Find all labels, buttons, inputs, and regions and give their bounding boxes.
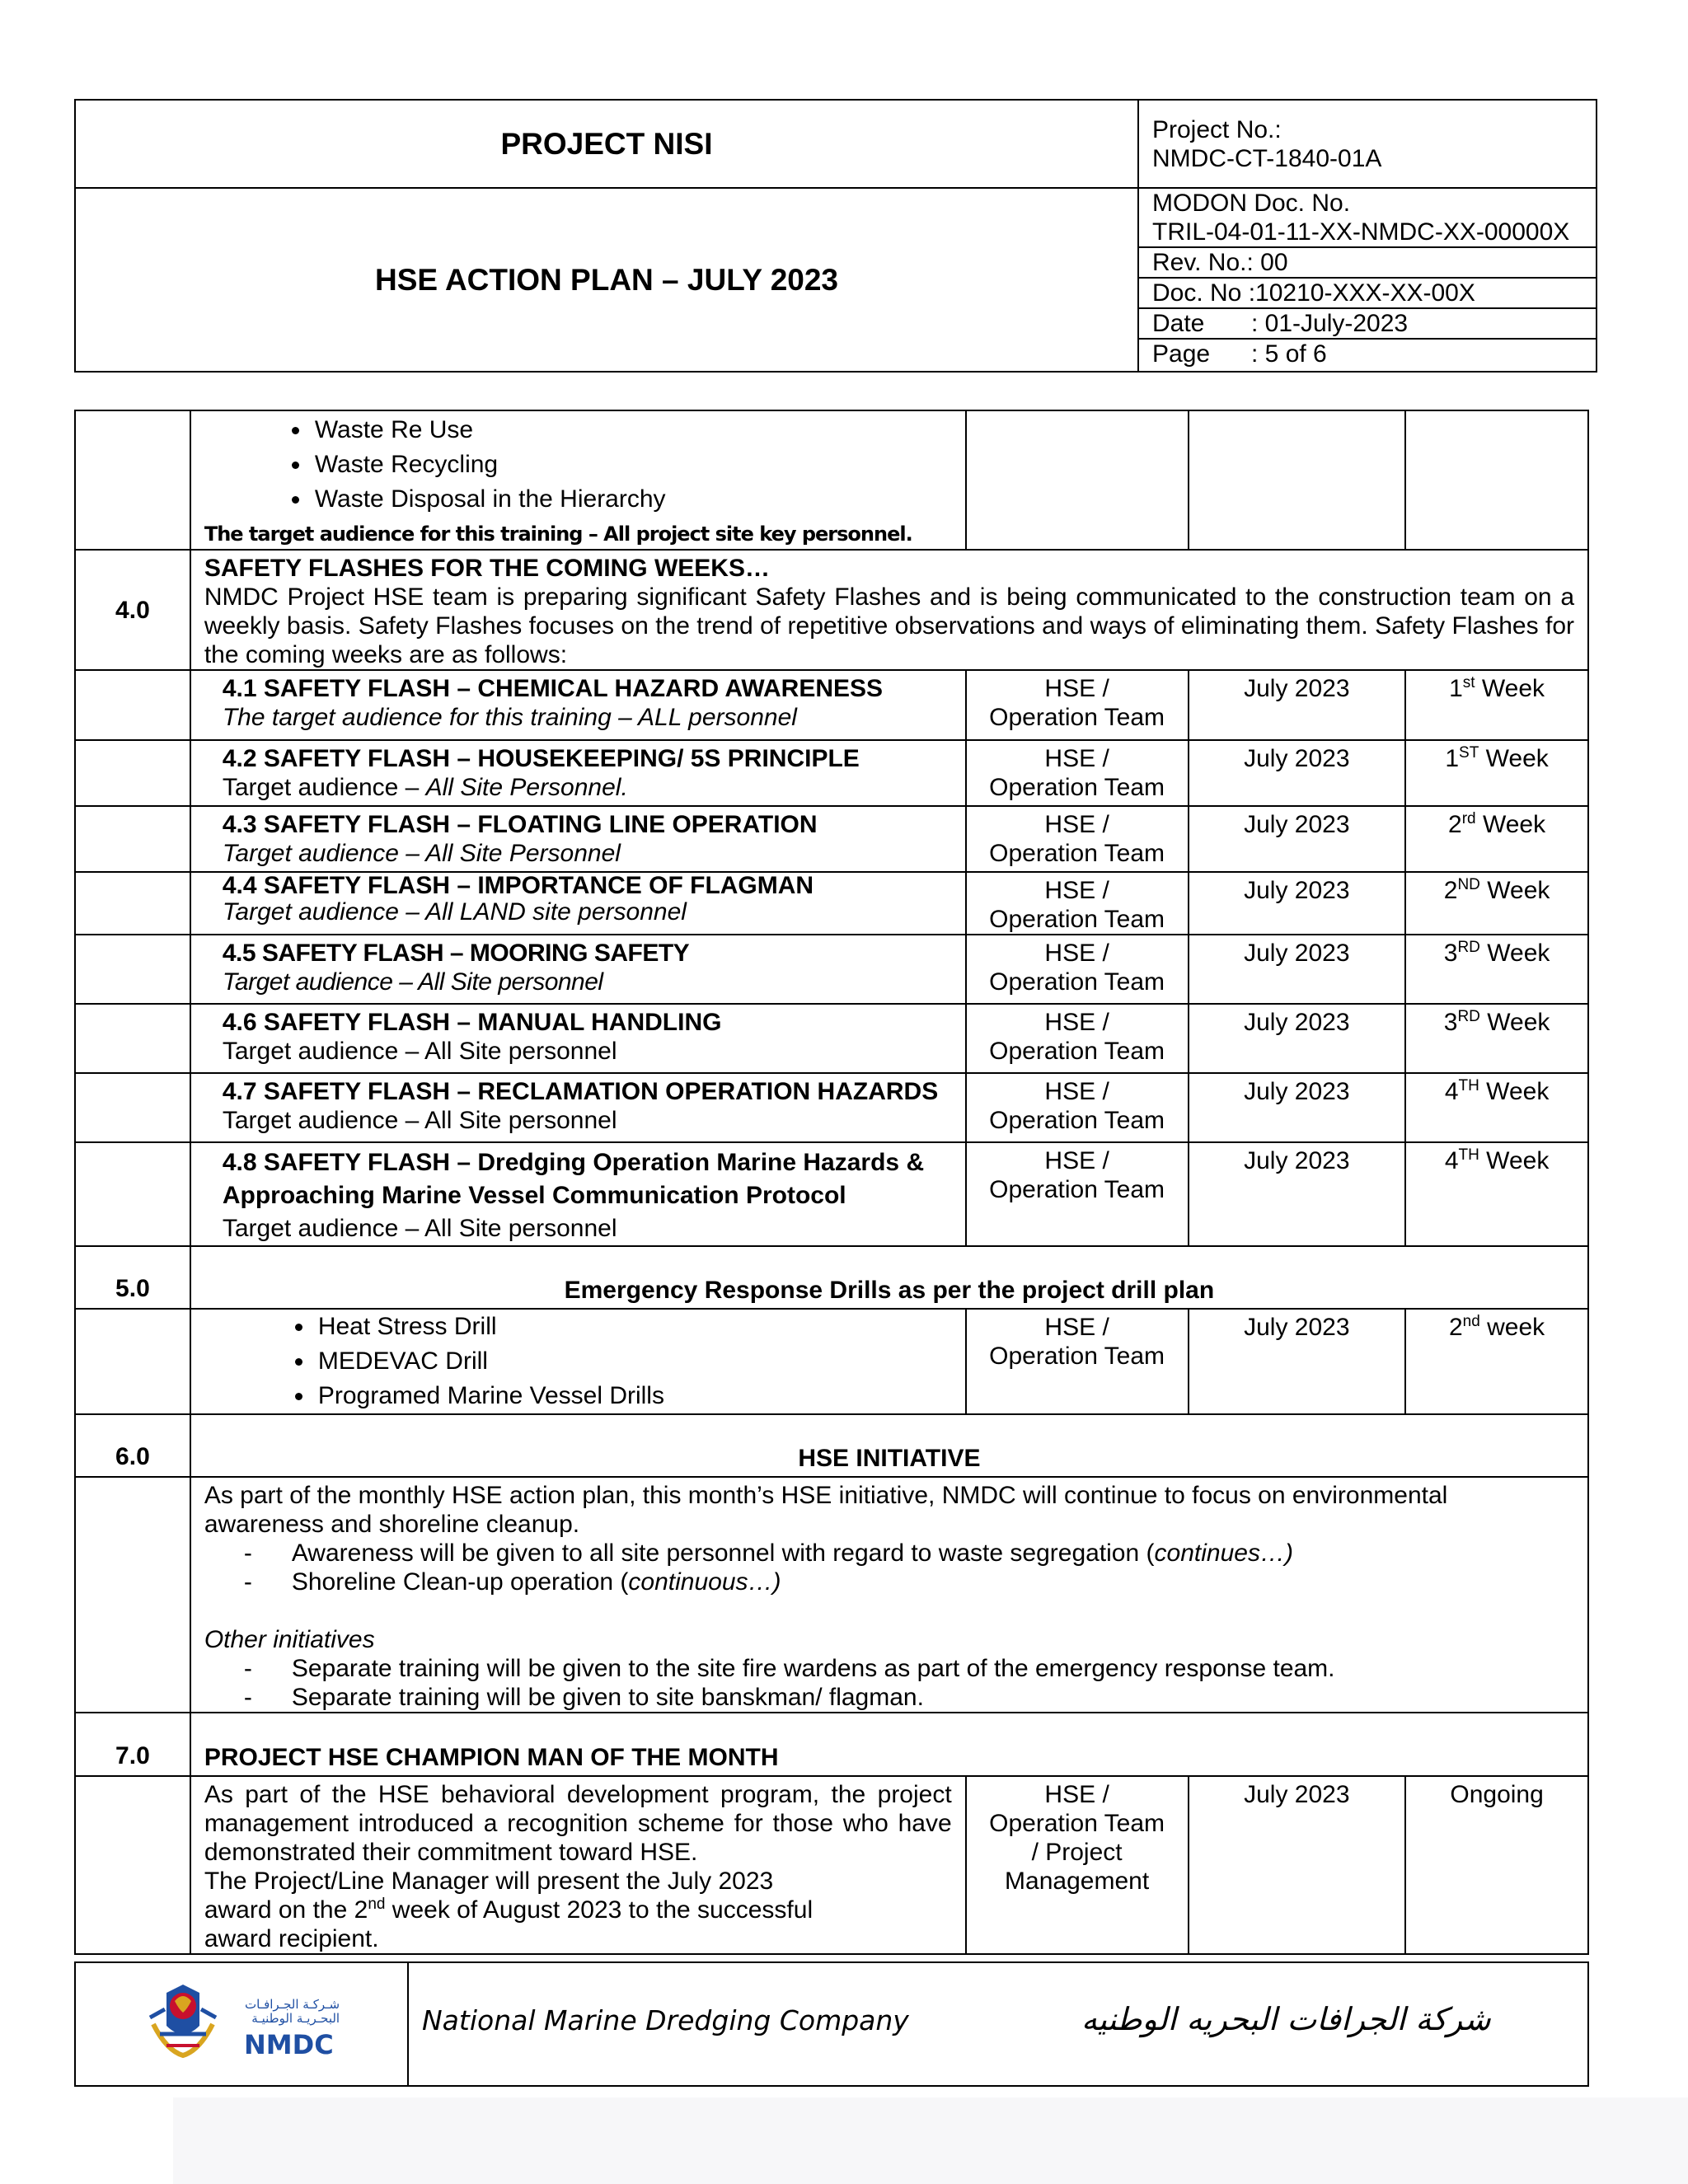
rev-no: Rev. No.: 00 xyxy=(1138,247,1597,278)
list-item: • MEDEVAC Drill xyxy=(315,1344,965,1379)
responsible: HSE / xyxy=(1044,1009,1109,1036)
responsible: Operation Team xyxy=(989,968,1165,996)
table-row xyxy=(75,1309,1588,1414)
initiative-list xyxy=(204,1539,1574,1596)
list-item: • Heat Stress Drill xyxy=(315,1310,965,1344)
flash-audience: Target audience – All Site Personnel. xyxy=(222,774,628,801)
section-intro: NMDC Project HSE team is preparing significant Safety Flashes and is being communicated to the construction team on a weekly basis. Safety Flashes focuses on the trend of repetitive observations and ways of eliminating them. Safety Flashes for the coming weeks are as follows: xyxy=(204,583,1574,668)
week: 3RD Week xyxy=(1405,935,1588,1004)
section-title: Emergency Response Drills as per the project drill plan xyxy=(190,1246,1588,1309)
month: July 2023 xyxy=(1189,1142,1406,1246)
modon-doc-label: MODON Doc. No. xyxy=(1152,190,1351,217)
champion-p4: award recipient. xyxy=(204,1925,379,1952)
logo-text: NMDC xyxy=(244,2029,334,2060)
list-item: • Waste Re Use xyxy=(312,413,952,448)
month: July 2023 xyxy=(1189,1004,1406,1073)
responsible: Operation Team xyxy=(989,1343,1165,1370)
table-row xyxy=(75,1246,1588,1309)
waste-audience: The target audience for this training – All project site key personnel. xyxy=(204,523,912,546)
flash-title: 4.8 SAFETY FLASH – Dredging Operation Marine Hazards & xyxy=(222,1149,925,1176)
project-no-cell xyxy=(1138,100,1597,188)
responsible: Operation Team xyxy=(989,1810,1165,1837)
section-number: 5.0 xyxy=(75,1246,190,1309)
table-row xyxy=(75,1414,1588,1477)
week: 1ST Week xyxy=(1405,740,1588,806)
flash-title: 4.5 SAFETY FLASH – MOORING SAFETY xyxy=(222,940,690,967)
flash-title: 4.4 SAFETY FLASH – IMPORTANCE OF FLAGMAN xyxy=(222,872,814,899)
list-item: - Shoreline Clean-up operation (continuous…) xyxy=(292,1568,1574,1596)
champion-p3: award on the 2nd week of August 2023 to the successful xyxy=(204,1896,814,1924)
champion-p1: As part of the HSE behavioral development program, the project management introduced a recognition scheme for those who have demonstrated their commitment toward HSE. xyxy=(204,1781,952,1866)
flash-title: 4.7 SAFETY FLASH – RECLAMATION OPERATION HAZARDS xyxy=(222,1078,939,1105)
modon-doc-cell xyxy=(1138,188,1597,247)
footer xyxy=(74,1961,1589,2087)
month: July 2023 xyxy=(1189,806,1406,872)
modon-doc-value: TRIL-04-01-11-XX-NMDC-XX-00000X xyxy=(1152,218,1570,246)
month: July 2023 xyxy=(1189,1776,1406,1954)
waste-training-cell xyxy=(190,410,966,550)
responsible: HSE / xyxy=(1044,1147,1109,1174)
list-item: - Separate training will be given to site banskman/ flagman. xyxy=(292,1683,1574,1712)
project-no-label: Project No.: xyxy=(1152,116,1282,143)
champion-cell xyxy=(190,1776,966,1954)
section-number: 7.0 xyxy=(75,1713,190,1776)
logo-arabic-line: شـركـة الجـرافـات xyxy=(245,1997,340,2012)
flash-audience: Target audience – All LAND site personnel xyxy=(222,898,687,926)
list-item: - Awareness will be given to all site personnel with regard to waste segregation (continues…) xyxy=(292,1539,1574,1568)
week: 3RD Week xyxy=(1405,1004,1588,1073)
flash-title: Approaching Marine Vessel Communication Protocol xyxy=(222,1182,846,1209)
week: 2rd Week xyxy=(1405,806,1588,872)
logo-cell xyxy=(76,1963,409,2085)
week: 4TH Week xyxy=(1405,1073,1588,1142)
responsible: HSE / xyxy=(1044,745,1109,772)
logo-arabic-line: البحـريـة الوطنيـة xyxy=(251,2011,340,2026)
week: 1st Week xyxy=(1405,670,1588,740)
section-title: SAFETY FLASHES FOR THE COMING WEEKS… xyxy=(204,555,770,582)
document-header xyxy=(74,99,1597,373)
responsible: Management xyxy=(1005,1868,1150,1895)
company-name-arabic: شركة الجرافات البحريه الوطنيه xyxy=(1081,2001,1491,2037)
date-value: : 01-July-2023 xyxy=(1251,310,1409,337)
flash-audience: Target audience – All Site personnel xyxy=(222,1038,617,1065)
month: July 2023 xyxy=(1189,670,1406,740)
list-item: - Separate training will be given to the site fire wardens as part of the emergency response team. xyxy=(292,1654,1574,1683)
flash-audience: Target audience – All Site Personnel xyxy=(222,840,621,867)
other-initiatives-list xyxy=(204,1654,1574,1712)
week: 4TH Week xyxy=(1405,1142,1588,1246)
date-cell xyxy=(1138,308,1597,339)
responsible: HSE / xyxy=(1044,1078,1109,1105)
responsible: HSE / xyxy=(1044,940,1109,967)
table-row xyxy=(75,1713,1588,1776)
page-bottom-shade xyxy=(173,2097,1688,2184)
champion-p2: The Project/Line Manager will present the July 2023 xyxy=(204,1868,774,1895)
responsible: Operation Team xyxy=(989,906,1165,933)
responsible: HSE / xyxy=(1044,877,1109,904)
month: July 2023 xyxy=(1189,1073,1406,1142)
table-row xyxy=(75,550,1588,670)
flash-title: 4.1 SAFETY FLASH – CHEMICAL HAZARD AWARENESS xyxy=(222,675,884,702)
month: July 2023 xyxy=(1189,740,1406,806)
section-number: 4.0 xyxy=(75,550,190,670)
table-row xyxy=(75,1477,1588,1713)
section-title: HSE INITIATIVE xyxy=(190,1414,1588,1477)
other-initiatives-label: Other initiatives xyxy=(204,1626,375,1653)
doc-no: Doc. No :10210-XXX-XX-00X xyxy=(1138,278,1597,308)
flash-title: 4.6 SAFETY FLASH – MANUAL HANDLING xyxy=(222,1009,722,1036)
responsible: Operation Team xyxy=(989,1038,1165,1065)
page-cell xyxy=(1138,339,1597,372)
responsible: HSE / xyxy=(1044,1314,1109,1341)
table-row xyxy=(75,872,1588,935)
project-no-value: NMDC-CT-1840-01A xyxy=(1152,145,1382,172)
flash-audience: The target audience for this training – ALL personnel xyxy=(222,704,797,731)
flash-title: 4.3 SAFETY FLASH – FLOATING LINE OPERATION xyxy=(222,811,818,838)
responsible: HSE / xyxy=(1044,811,1109,838)
section-number: 6.0 xyxy=(75,1414,190,1477)
responsible: Operation Team xyxy=(989,704,1165,731)
date-label: Date xyxy=(1152,310,1205,337)
responsible: Operation Team xyxy=(989,1176,1165,1203)
responsible: HSE / xyxy=(1044,675,1109,702)
responsible: Operation Team xyxy=(989,840,1165,867)
table-row xyxy=(75,1776,1588,1954)
doc-title: HSE ACTION PLAN – JULY 2023 xyxy=(75,188,1138,372)
responsible: HSE / xyxy=(1044,1781,1109,1808)
list-item: • Programed Marine Vessel Drills xyxy=(315,1379,965,1413)
table-row xyxy=(75,670,1588,740)
section4-intro-cell xyxy=(190,550,1588,670)
flash-audience: Target audience – All Site personnel xyxy=(222,1107,617,1134)
table-row xyxy=(75,410,1588,550)
table-row xyxy=(75,1004,1588,1073)
list-item: • Waste Recycling xyxy=(312,448,952,482)
month: July 2023 xyxy=(1189,872,1406,935)
drill-list xyxy=(191,1310,965,1413)
section-title: PROJECT HSE CHAMPION MAN OF THE MONTH xyxy=(190,1713,1588,1776)
action-plan-table xyxy=(74,410,1589,1955)
waste-list xyxy=(204,413,952,517)
flash-title: 4.2 SAFETY FLASH – HOUSEKEEPING/ 5S PRINCIPLE xyxy=(222,745,860,772)
project-title: PROJECT NISI xyxy=(75,100,1138,188)
responsible: Operation Team xyxy=(989,774,1165,801)
status: Ongoing xyxy=(1405,1776,1588,1954)
page-value: : 5 of 6 xyxy=(1251,340,1327,368)
table-row xyxy=(75,935,1588,1004)
responsible: Operation Team xyxy=(989,1107,1165,1134)
flash-audience: Target audience – All Site personnel xyxy=(222,1215,617,1242)
month: July 2023 xyxy=(1189,935,1406,1004)
flash-audience: Target audience – All Site personnel xyxy=(222,968,603,996)
page-label: Page xyxy=(1152,340,1211,368)
table-row xyxy=(75,1073,1588,1142)
responsible: / Project xyxy=(1031,1839,1123,1866)
hse-initiative-cell xyxy=(190,1477,1588,1713)
company-name-english: National Marine Dredging Company xyxy=(422,2004,909,2036)
table-row xyxy=(75,740,1588,806)
month: July 2023 xyxy=(1189,1309,1406,1414)
week: 2ND Week xyxy=(1405,872,1588,935)
table-row xyxy=(75,806,1588,872)
table-row xyxy=(75,1142,1588,1246)
list-item: • Waste Disposal in the Hierarchy xyxy=(312,482,952,517)
week: 2nd week xyxy=(1405,1309,1588,1414)
initiative-intro: As part of the monthly HSE action plan, this month’s HSE initiative, NMDC will continue to focus on environmental awareness and shoreline cleanup. xyxy=(204,1482,1448,1538)
nmdc-logo-icon xyxy=(142,1976,356,2075)
